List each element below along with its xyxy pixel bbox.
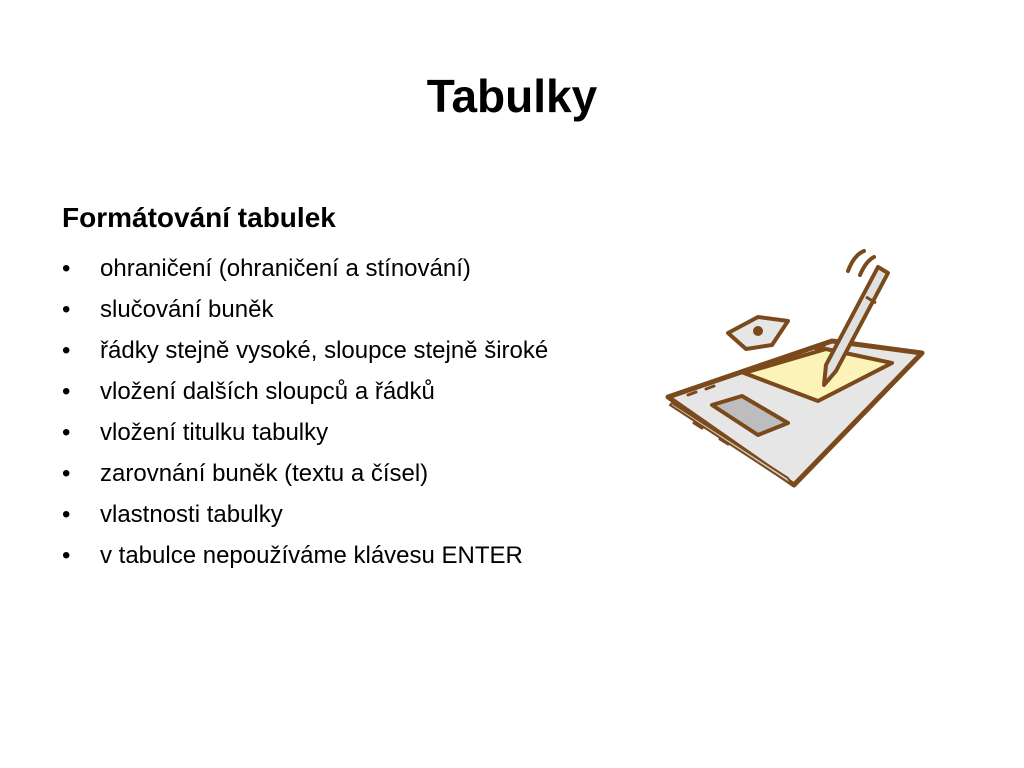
bullet-dot: • <box>62 296 71 323</box>
bullet-dot: • <box>62 419 71 446</box>
list-item-text: ohraničení (ohraničení a stínování) <box>100 255 471 282</box>
list-item-text: vložení dalších sloupců a řádků <box>100 378 435 405</box>
list-item <box>62 412 548 453</box>
list-item-text: řádky stejně vysoké, sloupce stejně široké <box>100 337 549 364</box>
list-item <box>62 248 548 289</box>
eraser-dot <box>753 326 763 336</box>
list-item <box>62 453 548 494</box>
slide-title: Tabulky <box>426 70 598 122</box>
list-item <box>62 494 548 535</box>
bullet-list <box>62 248 548 576</box>
bullet-dot: • <box>62 501 71 528</box>
bullet-dot: • <box>62 542 71 569</box>
drawing-tablet-with-pen-icon <box>660 245 930 490</box>
list-item-text: vložení titulku tabulky <box>100 419 329 446</box>
bullet-dot: • <box>62 378 71 405</box>
list-item <box>62 289 548 330</box>
list-item <box>62 371 548 412</box>
list-item <box>62 330 548 371</box>
list-item <box>62 535 548 576</box>
slide-subtitle: Formátování tabulek <box>62 202 336 233</box>
bullet-dot: • <box>62 460 71 487</box>
motion-marks <box>848 251 874 275</box>
list-item-text: slučování buněk <box>100 296 274 323</box>
list-item-text: vlastnosti tabulky <box>100 501 283 528</box>
bullet-dot: • <box>62 337 71 364</box>
bullet-dot: • <box>62 255 71 282</box>
list-item-text: zarovnání buněk (textu a čísel) <box>100 460 429 487</box>
list-item-text: v tabulce nepoužíváme klávesu ENTER <box>100 542 523 569</box>
